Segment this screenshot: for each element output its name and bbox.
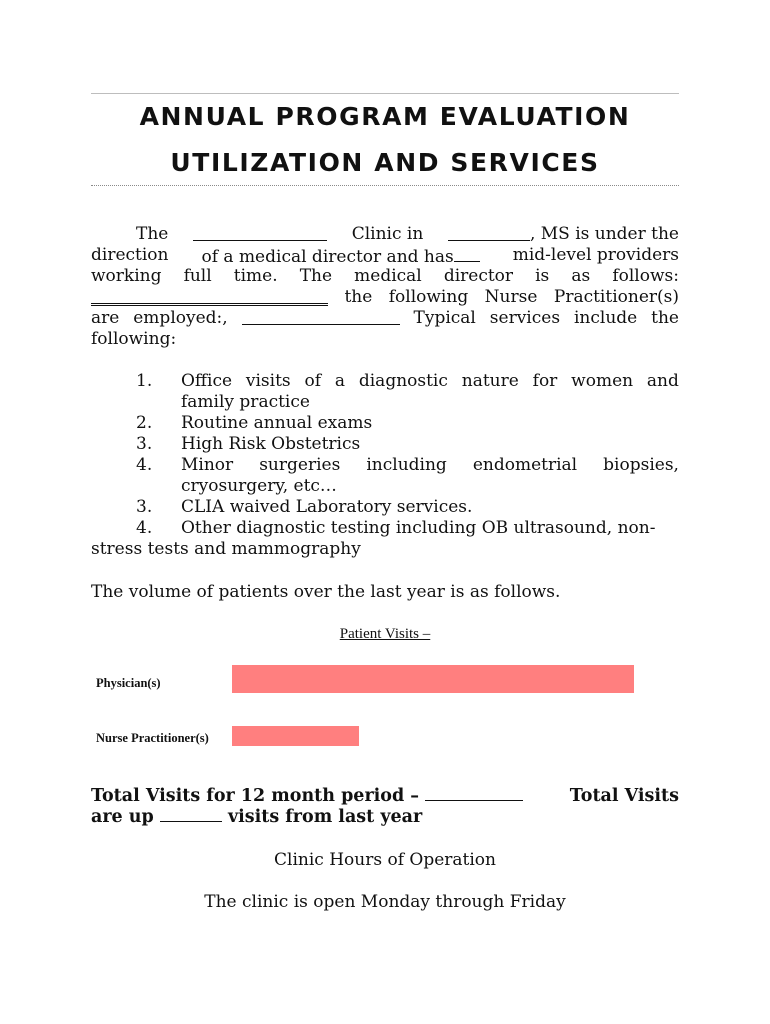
intro-paragraph bbox=[91, 224, 679, 350]
list-word: of bbox=[304, 371, 322, 391]
totals-group bbox=[91, 786, 523, 807]
intro-word: as bbox=[571, 266, 591, 286]
list-item bbox=[91, 413, 679, 434]
intro-word: include bbox=[573, 308, 638, 328]
intro-word: direction bbox=[91, 245, 169, 265]
visits-increase-blank[interactable] bbox=[160, 807, 222, 822]
medical-director-blank[interactable] bbox=[91, 287, 328, 306]
totals-line-2 bbox=[91, 807, 679, 828]
intro-word: of a medical director and has bbox=[201, 247, 454, 267]
intro-word: full bbox=[183, 266, 212, 286]
intro-word: following: bbox=[91, 329, 177, 349]
intro-word: director bbox=[443, 266, 514, 286]
bar-label: Nurse Practitioner(s) bbox=[96, 731, 209, 745]
list-item-line bbox=[181, 371, 679, 392]
list-item bbox=[91, 455, 679, 497]
intro-word: , MS is under the bbox=[529, 224, 679, 244]
totals-text: Total Visits for 12 month period – bbox=[91, 786, 420, 806]
list-item bbox=[91, 518, 679, 560]
totals-text: Total Visits bbox=[569, 786, 679, 806]
intro-word: is bbox=[535, 266, 550, 286]
city-blank[interactable] bbox=[448, 224, 530, 241]
volume-paragraph: The volume of patients over the last year is as follows. bbox=[91, 582, 561, 602]
list-word: endometrial bbox=[472, 455, 578, 475]
list-item-text: Routine annual exams bbox=[181, 413, 373, 433]
list-word: women bbox=[571, 371, 634, 391]
list-item-text: CLIA waived Laboratory services. bbox=[181, 497, 473, 517]
document-title-line2: UTILIZATION AND SERVICES bbox=[170, 148, 600, 177]
bottom-rule bbox=[91, 185, 679, 186]
intro-word: follows: bbox=[612, 266, 679, 286]
intro-word: the bbox=[344, 287, 373, 307]
list-item-number: 4. bbox=[136, 518, 153, 538]
intro-word: working bbox=[91, 266, 162, 286]
list-word: visits bbox=[245, 371, 291, 391]
intro-line-4 bbox=[91, 287, 679, 308]
intro-word: Nurse bbox=[484, 287, 538, 307]
intro-line-2 bbox=[91, 245, 679, 266]
bar bbox=[232, 726, 359, 746]
list-item-line bbox=[181, 455, 679, 476]
nurse-practitioner-blank[interactable] bbox=[242, 308, 400, 325]
services-list bbox=[91, 371, 679, 560]
list-word: diagnostic bbox=[358, 371, 448, 391]
list-item-number: 2. bbox=[136, 413, 153, 433]
intro-line-3 bbox=[91, 266, 679, 287]
list-word: nature bbox=[461, 371, 519, 391]
document-title-line1: ANNUAL PROGRAM EVALUATION bbox=[139, 102, 631, 131]
totals-text: visits from last year bbox=[227, 807, 423, 827]
list-word: biopsies, bbox=[603, 455, 679, 475]
list-item-text: High Risk Obstetrics bbox=[181, 434, 361, 454]
list-item-number: 3. bbox=[136, 497, 153, 517]
intro-line-6 bbox=[91, 329, 679, 350]
list-item bbox=[91, 434, 679, 455]
intro-word: time. bbox=[233, 266, 278, 286]
totals-paragraph bbox=[91, 786, 679, 828]
list-word: a bbox=[334, 371, 346, 391]
total-visits-blank[interactable] bbox=[425, 786, 523, 801]
list-word: including bbox=[366, 455, 447, 475]
list-item-continuation: family practice bbox=[181, 392, 310, 412]
intro-word: services bbox=[489, 308, 561, 328]
intro-word: The bbox=[299, 266, 333, 286]
list-item-text: Other diagnostic testing including OB ultrasound, non- bbox=[181, 518, 656, 538]
intro-word: employed:, bbox=[133, 308, 228, 328]
intro-word: The bbox=[136, 224, 169, 244]
list-item bbox=[91, 371, 679, 413]
intro-city-group bbox=[448, 224, 679, 245]
bar bbox=[232, 665, 634, 693]
list-item-continuation: cryosurgery, etc… bbox=[181, 476, 337, 496]
hours-text: The clinic is open Monday through Friday bbox=[204, 892, 566, 912]
list-word: and bbox=[646, 371, 679, 391]
list-item-continuation: stress tests and mammography bbox=[91, 539, 361, 559]
chart-title: Patient Visits – bbox=[339, 626, 431, 642]
intro-word: Practitioner(s) bbox=[553, 287, 679, 307]
intro-word: mid-level providers bbox=[512, 245, 679, 265]
intro-word: Typical bbox=[413, 308, 476, 328]
list-word: surgeries bbox=[259, 455, 341, 475]
list-word: Office bbox=[181, 371, 233, 391]
list-word: Minor bbox=[181, 455, 234, 475]
intro-word: are bbox=[91, 308, 120, 328]
hours-heading: Clinic Hours of Operation bbox=[274, 850, 496, 870]
intro-word-group bbox=[201, 245, 479, 266]
totals-text: are up bbox=[91, 807, 154, 827]
list-item-number: 3. bbox=[136, 434, 153, 454]
provider-count-blank[interactable] bbox=[454, 245, 480, 262]
intro-word: the bbox=[651, 308, 679, 328]
totals-line-1 bbox=[91, 786, 679, 807]
list-item bbox=[91, 497, 679, 518]
top-rule bbox=[91, 93, 679, 94]
intro-line-1 bbox=[91, 224, 679, 245]
bar-label: Physician(s) bbox=[96, 676, 161, 690]
intro-word: Clinic in bbox=[351, 224, 424, 244]
intro-word: medical bbox=[354, 266, 422, 286]
intro-line-5 bbox=[91, 308, 679, 329]
intro-word: following bbox=[388, 287, 469, 307]
list-item-number: 1. bbox=[136, 371, 153, 391]
list-item-number: 4. bbox=[136, 455, 153, 475]
clinic-name-blank[interactable] bbox=[193, 224, 327, 241]
list-word: for bbox=[532, 371, 558, 391]
